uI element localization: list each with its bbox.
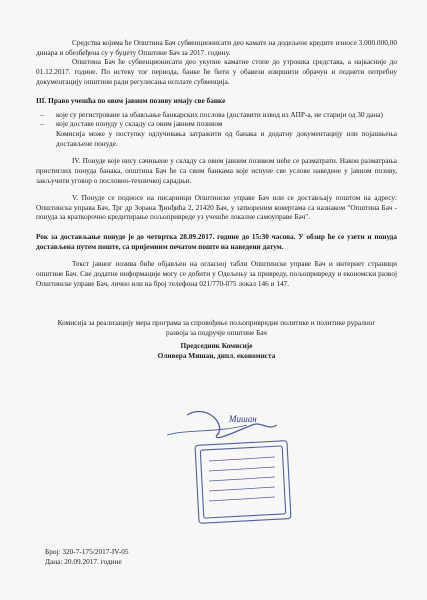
signature-block — [36, 341, 397, 360]
signature-title: Председник Комисије — [180, 341, 253, 351]
section-5: V. Понуде се подносе на писарници Општинске управе Бач или се достављају поштом на адресу: Општинска управа Бач, Трг др Зорана Ђинђића 2, 21420 Бач, у затвореним ковертама са назнаком "Општина Бач - понуда за краткорочно кредитирање пољопривреде уз учешће локалне самоуправе Бач". — [36, 193, 397, 222]
section-3-note: Комисија може у поступку одлучивања затражити од банака и додатну документацију или појашњења достављене понуде. — [56, 129, 397, 148]
closing-paragraph: Текст јавног позива биће објављен на огласној табли Општинске управе Бач и интернет страници општине Бач. Све додатне информације могу се добити у Одељењу за привреду, пољопривреду и економски развој Општинске управе Бач, лично или на број телефона 021/770-075 локал 146 и 147. — [36, 259, 397, 288]
intro-paragraph-1: Средства којима ће Општина Бач субвенционисати део камате на додељене кредите износе 3.000.000,00 динара и обезбеђена су у буџету Општине Бач за 2017. годину. — [36, 38, 397, 57]
section-3-list — [36, 110, 397, 129]
document-references — [45, 547, 129, 567]
section-4: IV. Понуде које нису сачињене у складу са овим јавним позивом неће се разматрати. Након разматрања пристиглих понуда банака, општина Бач ће са свим банкама које испуне све услове наведене у јавном позиву, закључити уговор о пословно-техничкој сарадњи. — [36, 156, 397, 185]
intro-paragraph-2: Општина Бач ће субвенционисати део укупне каматне стопе до утрошка средстава, а најкасније до 01.12.2017. године. По истеку тог периода, банке ће бити у обавези извршити обрачун и поднети потребну документацију општини ради регулисања исплате субвенција. — [36, 57, 397, 86]
document-date: Дана: 20.09.2017. године — [45, 557, 122, 567]
official-stamp-icon — [157, 395, 307, 530]
signature-name: Оливера Мишан, дипл. економиста — [157, 351, 276, 360]
list-item: – које су регистроване за обављање банкарских послова (доставити извод из АПР-а, не старији од 30 дана) — [36, 110, 397, 120]
handwritten-signature: Мишан — [229, 414, 257, 424]
commission-name: Комисија за реализацију мера програма за спровођење пољопривредне политике и политике руралног развоја за подручје општине Бач — [57, 318, 376, 337]
deadline-paragraph: Рок за достављање понуде је до четвртка 28.09.2017. године до 15:30 часова. У обзир ће се узети и понуда достављена путем поште, са пријемним печатом поште на наведени датум. — [36, 232, 397, 251]
section-3-heading: III. Право учешћа по овом јавном позиву имају све банке — [36, 96, 226, 106]
list-item: – које доставе понуду у складу са овим јавним позивом — [36, 119, 397, 129]
document-number: Број: 320-7-175/2017-IV-05 — [45, 547, 129, 556]
